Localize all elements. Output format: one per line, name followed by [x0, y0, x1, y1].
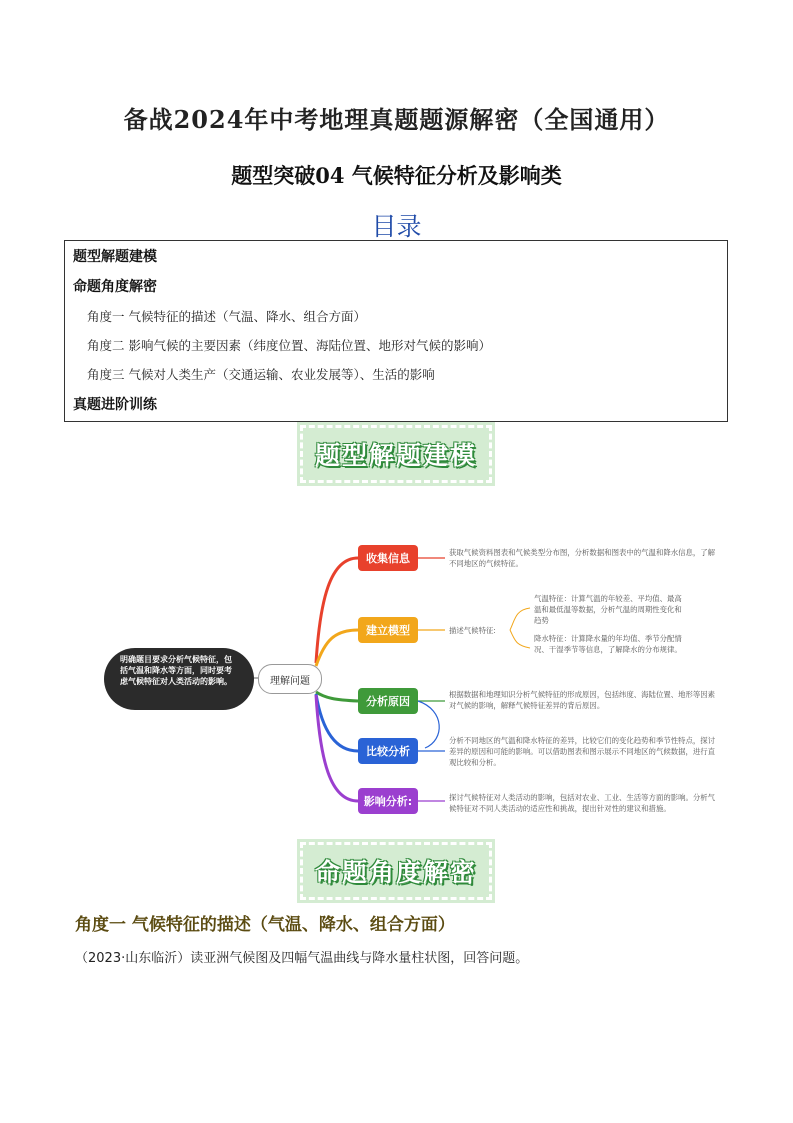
- text-model-temp: 气温特征：计算气温的年较差、平均值、最高温和最低温等数据，分析气温的周期性变化和趋势: [534, 594, 682, 625]
- toc-item-angles[interactable]: 命题角度解密: [73, 279, 157, 295]
- mindmap: [0, 530, 793, 830]
- node-reason: 分析原因: [358, 688, 418, 714]
- node-collect: 收集信息: [358, 545, 418, 571]
- node-model: 建立模型: [358, 617, 418, 643]
- text-impact: 探讨气候特征对人类活动的影响，包括对农业、工业、生活等方面的影响。分析气候特征对不同人类活动的适应性和挑战，提出针对性的建议和措施。: [449, 793, 716, 813]
- text-model-label: 描述气候特征:: [449, 626, 496, 635]
- root-note: 明确题目要求分析气候特征，包括气温和降水等方面，同时要考虑气候特征对人类活动的影响。: [104, 648, 254, 710]
- toc-heading: 目录: [371, 212, 422, 241]
- node-compare: 比较分析: [358, 738, 418, 764]
- banner-label: 题型解题建模: [314, 441, 477, 470]
- toc-item-model[interactable]: 题型解题建模: [73, 249, 157, 265]
- section-banner-angles: [300, 842, 492, 900]
- text-collect: 获取气候资料图表和气候类型分布图，分析数据和图表中的气温和降水信息，了解不同地区的气候特征。: [449, 548, 716, 568]
- text-reason: 根据数据和地理知识分析气候特征的形成原因，包括纬度、海陆位置、地形等因素对气候的影响，解释气候特征差异的背后原因。: [449, 690, 716, 710]
- text-model-prec: 降水特征：计算降水量的年均值、季节分配情况、干湿季节等信息，了解降水的分布规律。: [534, 634, 682, 654]
- toc-angle-2[interactable]: 角度二 影响气候的主要因素（纬度位置、海陆位置、地形对气候的影响）: [87, 338, 491, 353]
- question-text: （2023·山东临沂）读亚洲气候图及四幅气温曲线与降水量柱状图，回答问题。: [75, 951, 529, 966]
- text-compare: 分析不同地区的气温和降水特征的差异，比较它们的变化趋势和季节性特点，探讨差异的原因和可能的影响。可以借助图表和图示展示不同地区的气候数据，进行直观比较和分析。: [449, 736, 716, 767]
- toc-item-practice[interactable]: 真题进阶训练: [73, 397, 157, 413]
- node-impact: 影响分析:: [358, 788, 418, 814]
- sub-title: 题型突破04 气候特征分析及影响类: [231, 163, 562, 188]
- main-title: 备战2024年中考地理真题题源解密（全国通用）: [123, 105, 670, 134]
- banner-label: 命题角度解密: [314, 858, 477, 887]
- toc-angle-1[interactable]: 角度一 气候特征的描述（气温、降水、组合方面）: [87, 309, 366, 324]
- table-of-contents: [64, 240, 728, 422]
- section-banner-model: [300, 425, 492, 483]
- toc-angle-3[interactable]: 角度三 气候对人类生产（交通运输、农业发展等）、生活的影响: [87, 367, 435, 382]
- center-node: 理解问题: [258, 664, 322, 694]
- angle-heading: 角度一 气候特征的描述（气温、降水、组合方面）: [75, 915, 455, 935]
